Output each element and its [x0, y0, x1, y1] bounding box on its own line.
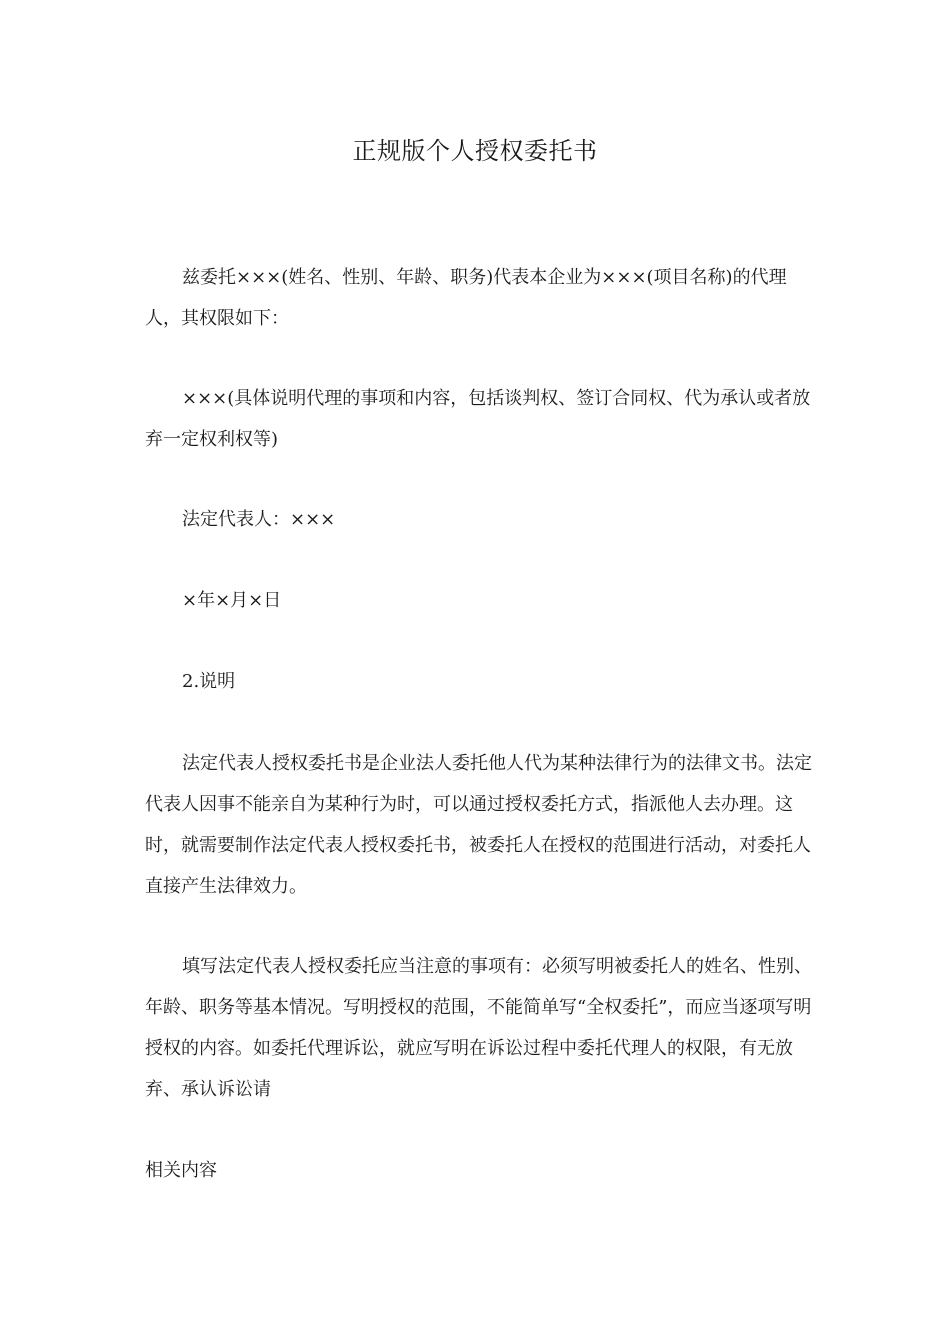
- paragraph-date: ×年×月×日: [182, 590, 282, 611]
- section-heading-explanation: 2.说明: [182, 671, 236, 692]
- related-content-label: 相关内容: [145, 1160, 217, 1181]
- paragraph-authorization: 兹委托×××(姓名、性别、年龄、职务)代表本企业为×××(项目名称)的代理人，其权限如下：: [145, 267, 787, 329]
- paragraph-scope: ×××(具体说明代理的事项和内容，包括谈判权、签订合同权、代为承认或者放弃一定权利权等): [145, 388, 811, 450]
- document-title: 正规版个人授权委托书: [352, 137, 598, 165]
- paragraph-explanation: 法定代表人授权委托书是企业法人委托他人代为某种法律行为的法律文书。法定代表人因事不能亲自为某种行为时，可以通过授权委托方式，指派他人去办理。这时，就需要制作法定代表人授权委托书，被委托人在授权的范围进行活动，对委托人直接产生法律效力。: [145, 753, 812, 897]
- paragraph-notes: 填写法定代表人授权委托应当注意的事项有：必须写明被委托人的姓名、性别、年龄、职务等基本情况。写明授权的范围，不能简单写“全权委托”，而应当逐项写明授权的内容。如委托代理诉讼，就应写明在诉讼过程中委托代理人的权限，有无放弃、承认诉讼请: [145, 956, 812, 1100]
- paragraph-legal-rep: 法定代表人：×××: [182, 509, 336, 530]
